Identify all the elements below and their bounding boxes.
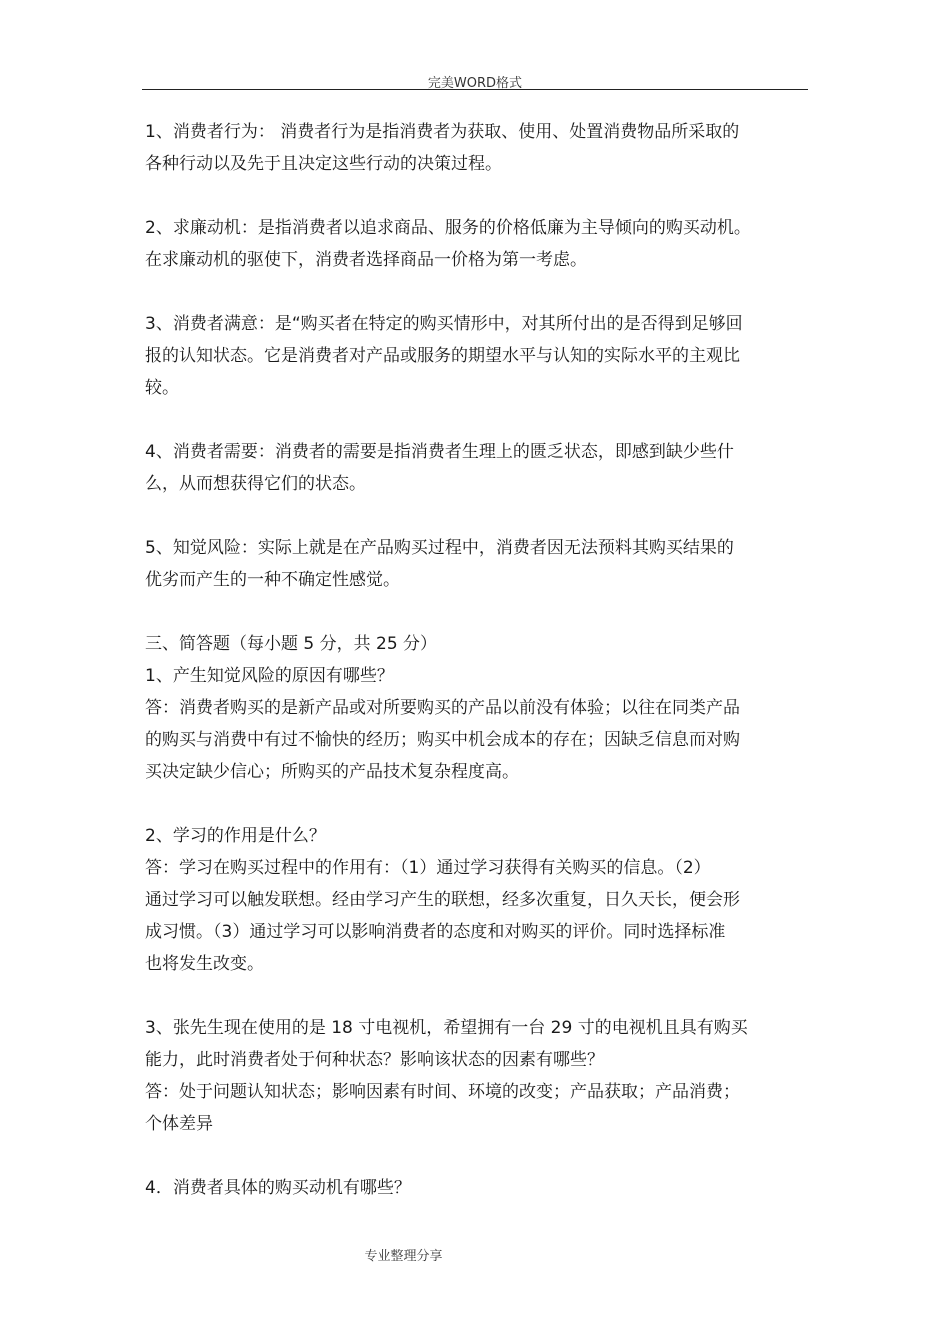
short-answer-q2: [145, 820, 807, 980]
definition-3: [145, 308, 807, 404]
page-header: 完美WORD格式: [427, 76, 523, 91]
answer-line: 答：消费者购买的是新产品或对所要购买的产品以前没有体验；以往在同类产品: [145, 698, 740, 718]
definition-line: 优劣而产生的一种不确定性感觉。: [145, 570, 400, 590]
definition-4: [145, 436, 807, 500]
definition-line: 5、知觉风险：实际上就是在产品购买过程中，消费者因无法预料其购买结果的: [145, 538, 734, 558]
page-footer: 专业整理分享: [364, 1249, 443, 1264]
answer-line: 通过学习可以触发联想。经由学习产生的联想，经多次重复，日久天长，便会形: [145, 890, 740, 910]
answer-line: 买决定缺少信心；所购买的产品技术复杂程度高。: [145, 762, 519, 782]
header-divider: [142, 89, 808, 90]
definition-2: [145, 212, 807, 276]
question-text: 能力，此时消费者处于何种状态？影响该状态的因素有哪些？: [145, 1050, 604, 1070]
question-text: 4．消费者具体的购买动机有哪些？: [145, 1178, 411, 1198]
question-text: 3、张先生现在使用的是 18 寸电视机，希望拥有一台 29 寸的电视机且具有购买: [145, 1018, 748, 1038]
definition-line: 3、消费者满意：是“购买者在特定的购买情形中，对其所付出的是否得到足够回: [145, 314, 743, 334]
answer-line: 个体差异: [145, 1114, 213, 1134]
section-heading: 三、简答题（每小题 5 分，共 25 分）: [145, 634, 438, 654]
definition-line: 报的认知状态。它是消费者对产品或服务的期望水平与认知的实际水平的主观比: [145, 346, 740, 366]
definition-line: 在求廉动机的驱使下，消费者选择商品一价格为第一考虑。: [145, 250, 587, 270]
document-body: [145, 116, 807, 1204]
definition-line: 1、消费者行为： 消费者行为是指消费者为获取、使用、处置消费物品所采取的: [145, 122, 740, 142]
short-answer-q4: [145, 1172, 807, 1204]
definition-5: [145, 532, 807, 596]
short-answer-q3: [145, 1012, 807, 1140]
question-text: 1、产生知觉风险的原因有哪些？: [145, 666, 394, 686]
answer-line: 的购买与消费中有过不愉快的经历；购买中机会成本的存在；因缺乏信息而对购: [145, 730, 740, 750]
definition-line: 较。: [145, 378, 179, 398]
definition-line: 各种行动以及先于且决定这些行动的决策过程。: [145, 154, 502, 174]
answer-line: 答：学习在购买过程中的作用有：（1）通过学习获得有关购买的信息。（2）: [145, 858, 711, 878]
definition-line: 么，从而想获得它们的状态。: [145, 474, 366, 494]
definition-line: 2、求廉动机：是指消费者以追求商品、服务的价格低廉为主导倾向的购买动机。: [145, 218, 751, 238]
answer-line: 成习惯。（3）通过学习可以影响消费者的态度和对购买的评价。同时选择标准: [145, 922, 726, 942]
answer-line: 答：处于问题认知状态；影响因素有时间、环境的改变；产品获取；产品消费；: [145, 1082, 740, 1102]
short-answer-q1: [145, 628, 807, 788]
definition-1: [145, 116, 807, 180]
answer-line: 也将发生改变。: [145, 954, 264, 974]
question-text: 2、学习的作用是什么？: [145, 826, 326, 846]
definition-line: 4、消费者需要：消费者的需要是指消费者生理上的匮乏状态，即感到缺少些什: [145, 442, 734, 462]
